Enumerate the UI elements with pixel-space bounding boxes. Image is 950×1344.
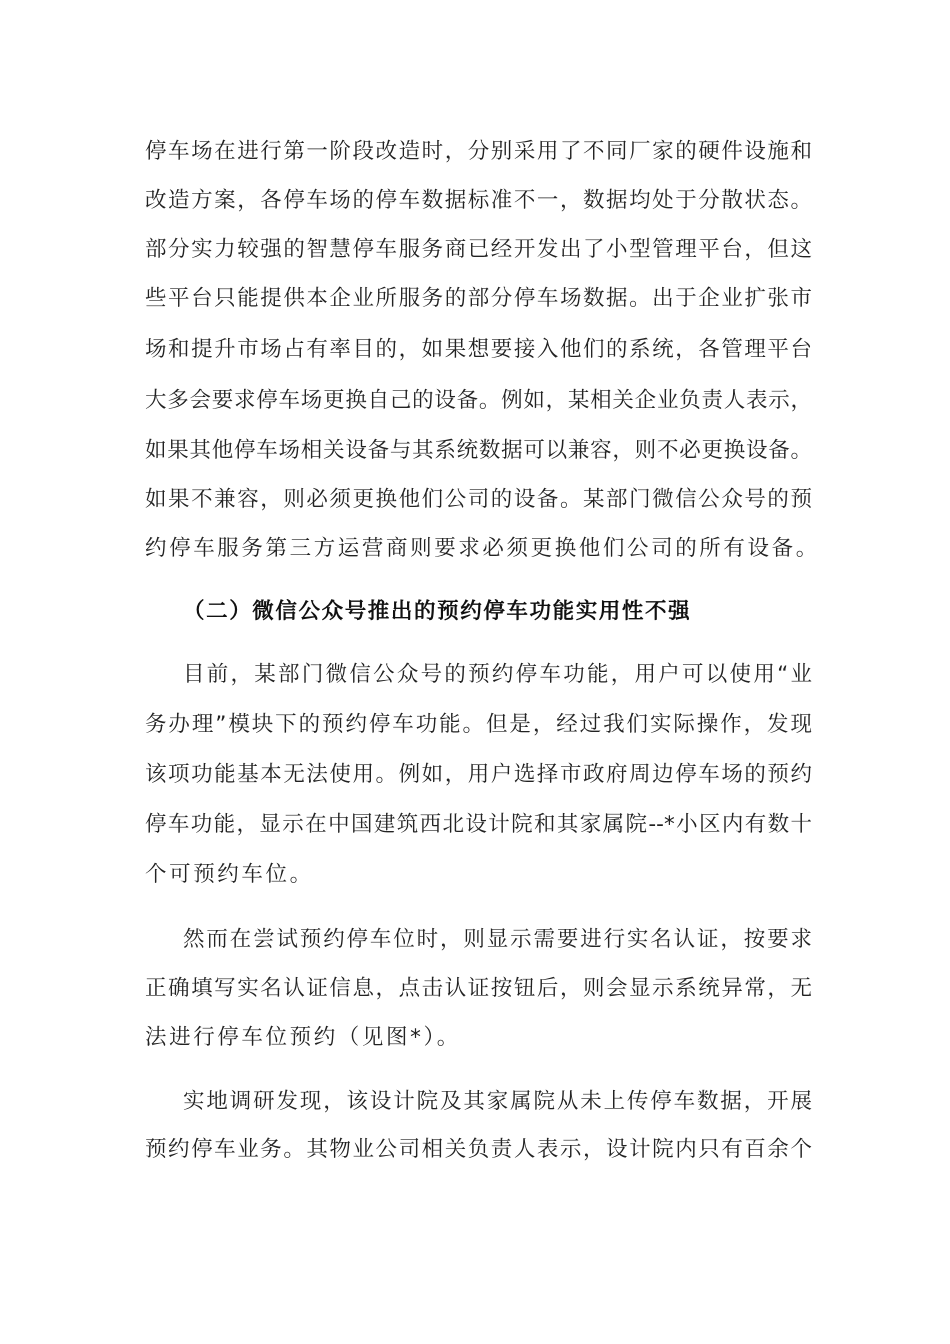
text-line: 该项功能基本无法使用。例如，用户选择市政府周边停车场的预约 (145, 762, 812, 787)
text-line: 停车场在进行第一阶段改造时，分别采用了不同厂家的硬件设施和 (145, 139, 812, 164)
text-line: 目前，某部门微信公众号的预约停车功能，用户可以使用“业 (183, 662, 812, 687)
text-line: 约停车服务第三方运营商则要求必须更换他们公司的所有设备。 (145, 536, 820, 561)
text-line: 如果不兼容，则必须更换他们公司的设备。某部门微信公众号的预 (145, 487, 812, 512)
text-line: 如果其他停车场相关设备与其系统数据可以兼容，则不必更换设备。 (145, 438, 812, 463)
text-line: 改造方案，各停车场的停车数据标准不一，数据均处于分散状态。 (145, 188, 812, 213)
text-line: 部分实力较强的智慧停车服务商已经开发出了小型管理平台，但这 (145, 237, 812, 262)
text-line: 些平台只能提供本企业所服务的部分停车场数据。出于企业扩张市 (145, 286, 812, 311)
text-line: 大多会要求停车场更换自己的设备。例如，某相关企业负责人表示， (145, 388, 812, 413)
text-line: 场和提升市场占有率目的，如果想要接入他们的系统，各管理平台 (145, 337, 812, 362)
text-line: 停车功能，显示在中国建筑西北设计院和其家属院--*小区内有数十 (145, 812, 812, 837)
text-line: 然而在尝试预约停车位时，则显示需要进行实名认证，按要求 (183, 927, 812, 952)
text-line: 预约停车业务。其物业公司相关负责人表示，设计院内只有百余个 (145, 1137, 812, 1162)
text-line: 务办理”模块下的预约停车功能。但是，经过我们实际操作，发现 (145, 712, 812, 737)
text-line: 正确填写实名认证信息，点击认证按钮后，则会显示系统异常，无 (145, 976, 812, 1001)
text-line: 个可预约车位。 (145, 862, 314, 887)
text-line: 法进行停车位预约（见图*）。 (145, 1025, 461, 1050)
text-line: 实地调研发现，该设计院及其家属院从未上传停车数据，开展 (183, 1089, 812, 1114)
section-heading: （二）微信公众号推出的预约停车功能实用性不强 (183, 599, 692, 624)
